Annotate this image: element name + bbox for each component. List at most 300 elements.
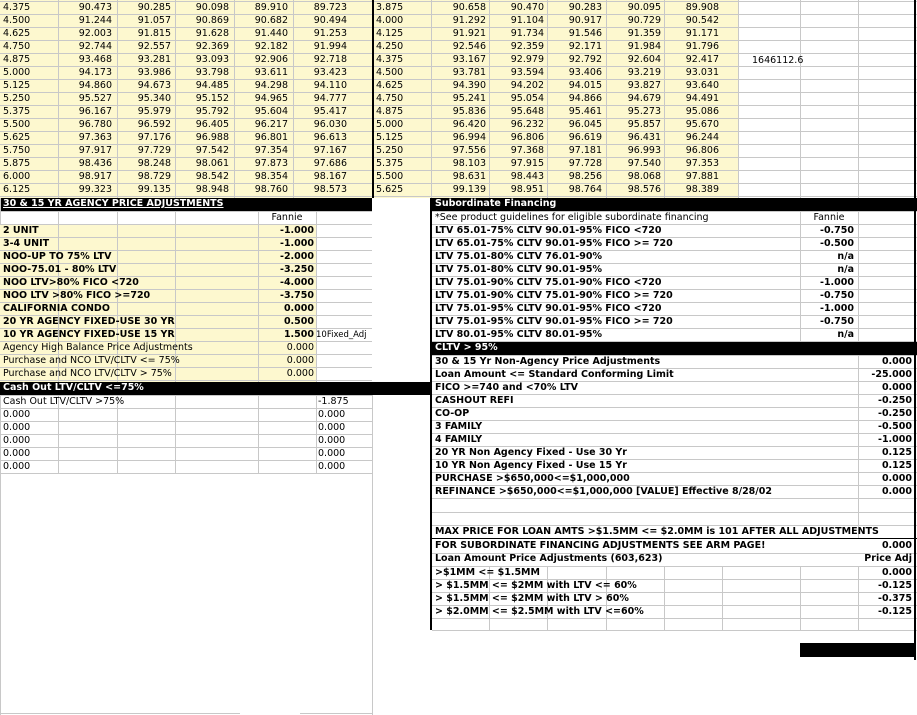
price-cell[interactable]: 98.443 bbox=[510, 171, 544, 182]
price-cell[interactable]: 90.494 bbox=[313, 15, 347, 26]
gridline bbox=[117, 0, 118, 198]
price-cell[interactable]: 97.540 bbox=[627, 158, 661, 169]
price-cell[interactable]: 97.728 bbox=[568, 158, 602, 169]
price-cell[interactable]: 92.906 bbox=[254, 54, 288, 65]
subordinate-row-label[interactable]: LTV 65.01-75% CLTV 90.01-95% FICO <720 bbox=[435, 225, 662, 236]
subordinate-row-value[interactable]: -1.000 bbox=[820, 277, 854, 288]
price-cell[interactable]: 92.171 bbox=[568, 41, 602, 52]
price-cell[interactable]: 97.556 bbox=[452, 145, 486, 156]
rate-cell[interactable]: 5.250 bbox=[376, 145, 404, 156]
cltv-row-label[interactable]: CO-OP bbox=[435, 408, 470, 419]
price-cell[interactable]: 98.948 bbox=[195, 184, 229, 195]
price-cell[interactable]: 91.994 bbox=[313, 41, 347, 52]
cltv-row-label[interactable]: 20 YR Non Agency Fixed - Use 30 Yr bbox=[435, 447, 627, 458]
rate-cell[interactable]: 4.500 bbox=[376, 67, 404, 78]
price-cell[interactable]: 89.910 bbox=[254, 2, 288, 13]
cltv-row-value[interactable]: -25.000 bbox=[871, 369, 912, 380]
agency-row-value[interactable]: 0.000 bbox=[286, 368, 314, 379]
rate-cell[interactable]: 5.125 bbox=[3, 80, 31, 91]
price-cell[interactable]: 95.857 bbox=[627, 119, 661, 130]
price-cell[interactable]: 91.546 bbox=[568, 28, 602, 39]
price-cell[interactable]: 92.979 bbox=[510, 54, 544, 65]
cashout-zero-cell[interactable]: 0.000 bbox=[318, 409, 346, 420]
price-cell[interactable]: 96.613 bbox=[313, 132, 347, 143]
cltv-row-value[interactable]: 0.000 bbox=[881, 356, 912, 367]
price-cell[interactable]: 95.152 bbox=[195, 93, 229, 104]
cashout-row-label[interactable]: Cash Out LTV/CLTV >75% bbox=[3, 396, 125, 407]
rate-cell[interactable]: 4.500 bbox=[3, 15, 31, 26]
cltv-row-value[interactable]: -0.500 bbox=[878, 421, 912, 432]
loan-amt-row-label[interactable]: > $2.0MM <= $2.5MM with LTV <=60% bbox=[435, 606, 644, 617]
price-cell[interactable]: 93.611 bbox=[254, 67, 288, 78]
cltv-row-value[interactable]: 0.000 bbox=[881, 473, 912, 484]
price-cell[interactable]: 98.764 bbox=[568, 184, 602, 195]
price-cell[interactable]: 96.994 bbox=[452, 132, 486, 143]
price-cell[interactable]: 98.951 bbox=[510, 184, 544, 195]
agency-row-label[interactable]: CALIFORNIA CONDO bbox=[3, 303, 110, 314]
agency-row-value[interactable]: -3.750 bbox=[280, 290, 314, 301]
price-cell[interactable]: 98.061 bbox=[195, 158, 229, 169]
price-cell[interactable]: 98.248 bbox=[137, 158, 171, 169]
rate-cell[interactable]: 4.875 bbox=[3, 54, 31, 65]
price-cell[interactable]: 91.292 bbox=[452, 15, 486, 26]
price-cell[interactable]: 97.917 bbox=[78, 145, 112, 156]
price-cell[interactable]: 93.093 bbox=[195, 54, 229, 65]
loan-amt-row-value[interactable]: 0.000 bbox=[881, 567, 912, 578]
loan-amt-header[interactable]: Loan Amount Price Adjustments (603,623) bbox=[435, 553, 663, 564]
price-cell[interactable]: 95.604 bbox=[254, 106, 288, 117]
price-cell[interactable]: 96.801 bbox=[254, 132, 288, 143]
cashout-zero-cell[interactable]: 0.000 bbox=[318, 448, 346, 459]
price-cell[interactable]: 91.984 bbox=[627, 41, 661, 52]
cltv-row-value[interactable]: 0.125 bbox=[881, 460, 912, 471]
price-cell[interactable]: 94.015 bbox=[568, 80, 602, 91]
rate-cell[interactable]: 5.375 bbox=[3, 106, 31, 117]
price-cell[interactable]: 93.423 bbox=[313, 67, 347, 78]
cashout-zero-cell[interactable]: 0.000 bbox=[3, 448, 31, 459]
price-cell[interactable]: 95.670 bbox=[685, 119, 719, 130]
gridline bbox=[372, 0, 374, 198]
price-cell[interactable]: 94.777 bbox=[313, 93, 347, 104]
price-cell[interactable]: 92.182 bbox=[254, 41, 288, 52]
price-cell[interactable]: 93.640 bbox=[685, 80, 719, 91]
subordinate-row-label[interactable]: LTV 75.01-95% CLTV 90.01-95% FICO <720 bbox=[435, 303, 662, 314]
price-cell[interactable]: 95.273 bbox=[627, 106, 661, 117]
price-cell[interactable]: 89.723 bbox=[313, 2, 347, 13]
price-cell[interactable]: 94.485 bbox=[195, 80, 229, 91]
price-cell[interactable]: 94.860 bbox=[78, 80, 112, 91]
price-cell[interactable]: 96.420 bbox=[452, 119, 486, 130]
price-cell[interactable]: 98.573 bbox=[313, 184, 347, 195]
max-price-note[interactable]: MAX PRICE FOR LOAN AMTS >$1.5MM <= $2.0MM is 101 AFTER ALL ADJUSTMENTS bbox=[435, 526, 879, 537]
cltv-row-label[interactable]: REFINANCE >$650,000<=$1,000,000 [VALUE] Effective 8/28/02 bbox=[435, 486, 772, 497]
price-cell[interactable]: 94.110 bbox=[313, 80, 347, 91]
gridline bbox=[738, 53, 917, 54]
subordinate-row-label[interactable]: LTV 65.01-75% CLTV 90.01-95% FICO >= 720 bbox=[435, 238, 673, 249]
agency-row-label[interactable]: NOO LTV>80% FICO <720 bbox=[3, 277, 139, 288]
gridline bbox=[858, 0, 859, 198]
cltv-row-label[interactable]: 10 YR Non Agency Fixed - Use 15 Yr bbox=[435, 460, 627, 471]
agency-adj-header[interactable]: 30 & 15 YR AGENCY PRICE ADJUSTMENTS bbox=[0, 198, 372, 211]
rate-cell[interactable]: 5.000 bbox=[376, 119, 404, 130]
loan-amt-row-label[interactable]: > $1.5MM <= $2MM with LTV > 60% bbox=[435, 593, 629, 604]
gridline bbox=[432, 618, 917, 619]
price-cell[interactable]: 90.542 bbox=[685, 15, 719, 26]
price-cell[interactable]: 97.873 bbox=[254, 158, 288, 169]
subordinate-header[interactable]: Subordinate Financing bbox=[432, 198, 917, 211]
price-cell[interactable]: 97.915 bbox=[510, 158, 544, 169]
agency-row-value[interactable]: 0.000 bbox=[286, 342, 314, 353]
price-cell[interactable]: 94.679 bbox=[627, 93, 661, 104]
stray-value-cell[interactable]: 1646112.6 bbox=[752, 55, 804, 66]
sub-fin-note[interactable]: FOR SUBORDINATE FINANCING ADJUSTMENTS SEE ARM PAGE! bbox=[435, 540, 766, 551]
loan-amt-row-value[interactable]: -0.125 bbox=[878, 606, 912, 617]
subordinate-row-value[interactable]: -1.000 bbox=[820, 303, 854, 314]
subordinate-row-value[interactable]: n/a bbox=[837, 251, 854, 262]
price-cell[interactable]: 91.057 bbox=[137, 15, 171, 26]
price-cell[interactable]: 98.760 bbox=[254, 184, 288, 195]
subordinate-row-value[interactable]: -0.750 bbox=[820, 290, 854, 301]
price-cell[interactable]: 92.003 bbox=[78, 28, 112, 39]
cashout-header[interactable]: Cash Out LTV/CLTV <=75% bbox=[0, 382, 430, 395]
price-cell[interactable]: 95.461 bbox=[568, 106, 602, 117]
price-cell[interactable]: 98.354 bbox=[254, 171, 288, 182]
price-cell[interactable]: 97.353 bbox=[685, 158, 719, 169]
price-cell[interactable]: 98.542 bbox=[195, 171, 229, 182]
price-cell[interactable]: 93.827 bbox=[627, 80, 661, 91]
price-cell[interactable]: 90.473 bbox=[78, 2, 112, 13]
price-cell[interactable]: 98.103 bbox=[452, 158, 486, 169]
price-cell[interactable]: 91.440 bbox=[254, 28, 288, 39]
cltv-row-label[interactable]: 4 FAMILY bbox=[435, 434, 483, 445]
price-cell[interactable]: 95.527 bbox=[78, 93, 112, 104]
price-cell[interactable]: 94.298 bbox=[254, 80, 288, 91]
price-cell[interactable]: 95.648 bbox=[510, 106, 544, 117]
price-cell[interactable]: 96.045 bbox=[568, 119, 602, 130]
gridline bbox=[372, 630, 373, 715]
agency-row-label[interactable]: 10 YR AGENCY FIXED-USE 15 YR bbox=[3, 329, 175, 340]
price-cell[interactable]: 91.104 bbox=[510, 15, 544, 26]
rate-cell[interactable]: 5.250 bbox=[3, 93, 31, 104]
subordinate-row-label[interactable]: LTV 80.01-95% CLTV 80.01-95% bbox=[435, 329, 602, 340]
gridline bbox=[738, 131, 917, 132]
subordinate-row-label[interactable]: LTV 75.01-90% CLTV 75.01-90% FICO <720 bbox=[435, 277, 662, 288]
price-cell[interactable]: 97.729 bbox=[137, 145, 171, 156]
agency-row-label[interactable]: Purchase and NCO LTV/CLTV <= 75% bbox=[3, 355, 180, 366]
price-cell[interactable]: 93.219 bbox=[627, 67, 661, 78]
price-cell[interactable]: 95.241 bbox=[452, 93, 486, 104]
price-cell[interactable]: 94.965 bbox=[254, 93, 288, 104]
rate-cell[interactable]: 4.875 bbox=[376, 106, 404, 117]
price-cell[interactable]: 99.135 bbox=[137, 184, 171, 195]
price-cell[interactable]: 90.729 bbox=[627, 15, 661, 26]
agency-row-label[interactable]: NOO LTV >80% FICO >=720 bbox=[3, 290, 151, 301]
price-cell[interactable]: 96.619 bbox=[568, 132, 602, 143]
price-cell[interactable]: 97.881 bbox=[685, 171, 719, 182]
agency-row-label[interactable]: NOO-75.01 - 80% LTV bbox=[3, 264, 117, 275]
gridline bbox=[258, 395, 259, 473]
price-cell[interactable]: 93.798 bbox=[195, 67, 229, 78]
rate-cell[interactable]: 5.125 bbox=[376, 132, 404, 143]
agency-row-label[interactable]: Agency High Balance Price Adjustments bbox=[3, 342, 193, 353]
rate-cell[interactable]: 3.875 bbox=[376, 2, 404, 13]
loan-amt-row-label[interactable]: > $1.5MM <= $2MM with LTV <= 60% bbox=[435, 580, 637, 591]
rate-cell[interactable]: 4.750 bbox=[376, 93, 404, 104]
price-cell[interactable]: 98.256 bbox=[568, 171, 602, 182]
price-cell[interactable]: 96.431 bbox=[627, 132, 661, 143]
gridline bbox=[316, 395, 317, 473]
price-cell[interactable]: 97.176 bbox=[137, 132, 171, 143]
agency-row-label[interactable]: Purchase and NCO LTV/CLTV > 75% bbox=[3, 368, 172, 379]
gridline bbox=[234, 0, 235, 198]
price-cell[interactable]: 94.173 bbox=[78, 67, 112, 78]
gridline bbox=[432, 512, 917, 513]
agency-row-label[interactable]: 2 UNIT bbox=[3, 225, 39, 236]
cashout-zero-cell[interactable]: 0.000 bbox=[318, 422, 346, 433]
cashout-zero-cell[interactable]: 0.000 bbox=[3, 435, 31, 446]
price-cell[interactable]: 98.631 bbox=[452, 171, 486, 182]
loan-amt-row-value[interactable]: -0.375 bbox=[878, 593, 912, 604]
rate-cell[interactable]: 5.500 bbox=[376, 171, 404, 182]
price-cell[interactable]: 95.086 bbox=[685, 106, 719, 117]
agency-row-value[interactable]: 0.000 bbox=[286, 355, 314, 366]
price-cell[interactable]: 93.031 bbox=[685, 67, 719, 78]
price-cell[interactable]: 96.030 bbox=[313, 119, 347, 130]
rate-cell[interactable]: 6.125 bbox=[3, 184, 31, 195]
price-cell[interactable]: 96.993 bbox=[627, 145, 661, 156]
price-cell[interactable]: 93.468 bbox=[78, 54, 112, 65]
rate-cell[interactable]: 4.375 bbox=[376, 54, 404, 65]
cashout-zero-cell[interactable]: 0.000 bbox=[3, 461, 31, 472]
price-cell[interactable]: 96.780 bbox=[78, 119, 112, 130]
cltv-row-label[interactable]: Loan Amount <= Standard Conforming Limit bbox=[435, 369, 674, 380]
price-cell[interactable]: 92.557 bbox=[137, 41, 171, 52]
price-cell[interactable]: 95.054 bbox=[510, 93, 544, 104]
price-cell[interactable]: 98.576 bbox=[627, 184, 661, 195]
fannie-col-header[interactable]: Fannie bbox=[813, 212, 845, 223]
price-cell[interactable]: 96.988 bbox=[195, 132, 229, 143]
gridline bbox=[738, 14, 917, 15]
rate-cell[interactable]: 5.625 bbox=[3, 132, 31, 143]
loan-amt-row-value[interactable]: -0.125 bbox=[878, 580, 912, 591]
price-cell[interactable]: 94.202 bbox=[510, 80, 544, 91]
price-cell[interactable]: 91.359 bbox=[627, 28, 661, 39]
price-cell[interactable]: 96.217 bbox=[254, 119, 288, 130]
agency-row-value[interactable]: -4.000 bbox=[280, 277, 314, 288]
price-adj-header[interactable]: Price Adj bbox=[864, 553, 912, 564]
rate-cell[interactable]: 4.000 bbox=[376, 15, 404, 26]
gridline bbox=[738, 144, 917, 145]
gridline bbox=[738, 157, 917, 158]
cashout-zero-cell[interactable]: 0.000 bbox=[318, 461, 346, 472]
price-cell[interactable]: 97.542 bbox=[195, 145, 229, 156]
fannie-col-header[interactable]: Fannie bbox=[271, 212, 303, 223]
subordinate-note[interactable]: *See product guidelines for eligible subordinate financing bbox=[435, 212, 709, 223]
rate-cell[interactable]: 5.750 bbox=[3, 145, 31, 156]
price-cell[interactable]: 91.815 bbox=[137, 28, 171, 39]
rate-cell[interactable]: 5.875 bbox=[3, 158, 31, 169]
price-cell[interactable]: 95.792 bbox=[195, 106, 229, 117]
gridline bbox=[738, 170, 917, 171]
price-cell[interactable]: 98.068 bbox=[627, 171, 661, 182]
gridline bbox=[0, 196, 372, 197]
loan-amt-row-label[interactable]: >$1MM <= $1.5MM bbox=[435, 567, 540, 578]
agency-row-label[interactable]: NOO-UP TO 75% LTV bbox=[3, 251, 112, 262]
price-cell[interactable]: 96.806 bbox=[510, 132, 544, 143]
subordinate-row-value[interactable]: -0.750 bbox=[820, 316, 854, 327]
cltv-row-label[interactable]: 30 & 15 Yr Non-Agency Price Adjustments bbox=[435, 356, 661, 367]
price-cell[interactable]: 90.095 bbox=[627, 2, 661, 13]
black-bar bbox=[800, 643, 914, 657]
price-cell[interactable]: 97.354 bbox=[254, 145, 288, 156]
price-cell[interactable]: 92.369 bbox=[195, 41, 229, 52]
cltv-row-label[interactable]: CASHOUT REFI bbox=[435, 395, 514, 406]
price-cell[interactable]: 89.908 bbox=[685, 2, 719, 13]
price-cell[interactable]: 93.406 bbox=[568, 67, 602, 78]
agency-row-value[interactable]: -1.000 bbox=[280, 225, 314, 236]
rate-cell[interactable]: 4.625 bbox=[3, 28, 31, 39]
price-cell[interactable]: 92.417 bbox=[685, 54, 719, 65]
cltv-row-label[interactable]: FICO >=740 and <70% LTV bbox=[435, 382, 579, 393]
gridline bbox=[738, 79, 917, 80]
subordinate-row-label[interactable]: LTV 75.01-80% CLTV 76.01-90% bbox=[435, 251, 602, 262]
rate-cell[interactable]: 4.750 bbox=[3, 41, 31, 52]
price-cell[interactable]: 96.405 bbox=[195, 119, 229, 130]
price-cell[interactable]: 95.417 bbox=[313, 106, 347, 117]
price-cell[interactable]: 92.792 bbox=[568, 54, 602, 65]
price-cell[interactable]: 90.658 bbox=[452, 2, 486, 13]
price-cell[interactable]: 94.673 bbox=[137, 80, 171, 91]
rate-cell[interactable]: 6.000 bbox=[3, 171, 31, 182]
subordinate-row-value[interactable]: -0.750 bbox=[820, 225, 854, 236]
price-cell[interactable]: 94.866 bbox=[568, 93, 602, 104]
agency-row-value[interactable]: -2.000 bbox=[280, 251, 314, 262]
price-cell[interactable]: 91.171 bbox=[685, 28, 719, 39]
agency-row-value[interactable]: -1.000 bbox=[280, 238, 314, 249]
rate-cell[interactable]: 4.625 bbox=[376, 80, 404, 91]
subordinate-row-label[interactable]: LTV 75.01-95% CLTV 90.01-95% FICO >= 720 bbox=[435, 316, 673, 327]
cltv-row-value[interactable]: -0.250 bbox=[878, 408, 912, 419]
agency-row-value[interactable]: 0.000 bbox=[283, 303, 314, 314]
cltv-row-value[interactable]: 0.125 bbox=[881, 447, 912, 458]
cltv-row-value[interactable]: 0.000 bbox=[881, 486, 912, 497]
price-cell[interactable]: 92.546 bbox=[452, 41, 486, 52]
price-cell[interactable]: 90.098 bbox=[195, 2, 229, 13]
rate-cell[interactable]: 4.250 bbox=[376, 41, 404, 52]
price-cell[interactable]: 96.806 bbox=[685, 145, 719, 156]
price-cell[interactable]: 96.592 bbox=[137, 119, 171, 130]
price-cell[interactable]: 91.921 bbox=[452, 28, 486, 39]
cltv-row-value[interactable]: -1.000 bbox=[878, 434, 912, 445]
price-cell[interactable]: 99.323 bbox=[78, 184, 112, 195]
price-cell[interactable]: 91.628 bbox=[195, 28, 229, 39]
cltv-row-value[interactable]: -0.250 bbox=[878, 395, 912, 406]
price-cell[interactable]: 91.253 bbox=[313, 28, 347, 39]
price-cell[interactable]: 92.718 bbox=[313, 54, 347, 65]
price-cell[interactable]: 98.917 bbox=[78, 171, 112, 182]
price-cell[interactable]: 96.244 bbox=[685, 132, 719, 143]
price-cell[interactable]: 94.491 bbox=[685, 93, 719, 104]
price-cell[interactable]: 91.796 bbox=[685, 41, 719, 52]
price-cell[interactable]: 90.285 bbox=[137, 2, 171, 13]
price-cell[interactable]: 98.729 bbox=[137, 171, 171, 182]
price-cell[interactable]: 93.781 bbox=[452, 67, 486, 78]
cltv-header[interactable]: CLTV > 95% bbox=[432, 342, 917, 355]
price-cell[interactable]: 90.470 bbox=[510, 2, 544, 13]
gridline bbox=[432, 630, 917, 631]
price-cell[interactable]: 93.986 bbox=[137, 67, 171, 78]
agency-row-value[interactable]: -3.250 bbox=[280, 264, 314, 275]
rate-cell[interactable]: 5.625 bbox=[376, 184, 404, 195]
price-cell[interactable]: 96.167 bbox=[78, 106, 112, 117]
price-cell[interactable]: 90.283 bbox=[568, 2, 602, 13]
agency-row-value[interactable]: 0.500 bbox=[283, 316, 314, 327]
price-cell[interactable]: 95.836 bbox=[452, 106, 486, 117]
price-cell[interactable]: 97.686 bbox=[313, 158, 347, 169]
agency-row-label[interactable]: 20 YR AGENCY FIXED-USE 30 YR bbox=[3, 316, 175, 327]
price-cell[interactable]: 93.281 bbox=[137, 54, 171, 65]
price-cell[interactable]: 92.744 bbox=[78, 41, 112, 52]
price-cell[interactable]: 90.682 bbox=[254, 15, 288, 26]
agency-row-value[interactable]: 1.500 bbox=[283, 329, 314, 340]
price-cell[interactable]: 95.979 bbox=[137, 106, 171, 117]
cashout-zero-cell[interactable]: 0.000 bbox=[3, 409, 31, 420]
price-cell[interactable]: 97.181 bbox=[568, 145, 602, 156]
gridline bbox=[738, 0, 739, 198]
cltv-row-label[interactable]: 3 FAMILY bbox=[435, 421, 483, 432]
price-cell[interactable]: 92.359 bbox=[510, 41, 544, 52]
price-cell[interactable]: 98.167 bbox=[313, 171, 347, 182]
price-cell[interactable]: 93.594 bbox=[510, 67, 544, 78]
price-cell[interactable]: 90.869 bbox=[195, 15, 229, 26]
price-cell[interactable]: 98.436 bbox=[78, 158, 112, 169]
gridline bbox=[58, 0, 59, 198]
subordinate-row-value[interactable]: -0.500 bbox=[820, 238, 854, 249]
cltv-row-value[interactable]: 0.000 bbox=[881, 382, 912, 393]
price-cell[interactable]: 97.363 bbox=[78, 132, 112, 143]
subordinate-row-label[interactable]: LTV 75.01-90% CLTV 75.01-90% FICO >= 720 bbox=[435, 290, 673, 301]
price-cell[interactable]: 92.604 bbox=[627, 54, 661, 65]
price-cell[interactable]: 91.244 bbox=[78, 15, 112, 26]
subordinate-row-label[interactable]: LTV 75.01-80% CLTV 90.01-95% bbox=[435, 264, 602, 275]
price-cell[interactable]: 94.390 bbox=[452, 80, 486, 91]
rate-cell[interactable]: 5.375 bbox=[376, 158, 404, 169]
price-cell[interactable]: 91.734 bbox=[510, 28, 544, 39]
subordinate-row-value[interactable]: n/a bbox=[837, 264, 854, 275]
price-cell[interactable]: 98.389 bbox=[685, 184, 719, 195]
rate-cell[interactable]: 4.125 bbox=[376, 28, 404, 39]
rate-cell[interactable]: 5.000 bbox=[3, 67, 31, 78]
subordinate-row-value[interactable]: n/a bbox=[837, 329, 854, 340]
agency-row-label[interactable]: 3-4 UNIT bbox=[3, 238, 50, 249]
price-cell[interactable]: 95.340 bbox=[137, 93, 171, 104]
cltv-row-label[interactable]: PURCHASE >$650,000<=$1,000,000 bbox=[435, 473, 630, 484]
gridline bbox=[738, 118, 917, 119]
sub-fin-value[interactable]: 0.000 bbox=[881, 540, 912, 551]
rate-cell[interactable]: 4.375 bbox=[3, 2, 31, 13]
price-cell[interactable]: 96.232 bbox=[510, 119, 544, 130]
price-cell[interactable]: 90.917 bbox=[568, 15, 602, 26]
price-cell[interactable]: 93.167 bbox=[452, 54, 486, 65]
price-cell[interactable]: 97.167 bbox=[313, 145, 347, 156]
cashout-zero-cell[interactable]: 0.000 bbox=[318, 435, 346, 446]
price-cell[interactable]: 97.368 bbox=[510, 145, 544, 156]
overflow-text[interactable]: 10Fixed_Adj bbox=[316, 330, 367, 340]
cashout-zero-cell[interactable]: 0.000 bbox=[3, 422, 31, 433]
rate-cell[interactable]: 5.500 bbox=[3, 119, 31, 130]
price-cell[interactable]: 99.139 bbox=[452, 184, 486, 195]
cashout-row-value[interactable]: -1.875 bbox=[318, 396, 349, 407]
